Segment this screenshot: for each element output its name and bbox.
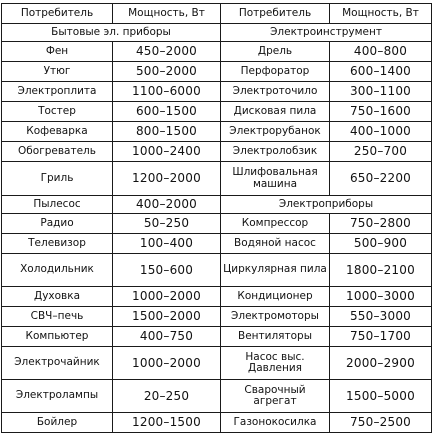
section-household: Бытовые эл. приборы	[2, 24, 221, 42]
consumer-name: Электролобзик	[221, 142, 330, 162]
power-range: 50–250	[113, 214, 221, 234]
consumer-name: Газонокосилка	[221, 413, 330, 433]
consumer-name: Электромоторы	[221, 307, 330, 327]
power-range: 600–1500	[113, 102, 221, 122]
consumer-name: Холодильник	[2, 254, 113, 287]
consumer-name: Вентиляторы	[221, 327, 330, 347]
consumer-name: Электролампы	[2, 380, 113, 413]
power-range: 550–3000	[330, 307, 432, 327]
power-range: 1500–5000	[330, 380, 432, 413]
consumer-name: СВЧ–печь	[2, 307, 113, 327]
table-row	[2, 380, 432, 413]
consumer-name: Утюг	[2, 62, 113, 82]
consumer-name: Электроплита	[2, 82, 113, 102]
section-row	[2, 24, 432, 42]
power-range: 1500–2000	[113, 307, 221, 327]
power-range: 250–700	[330, 142, 432, 162]
section-appliances: Электроприборы	[221, 196, 432, 214]
table-row	[2, 327, 432, 347]
table-row	[2, 122, 432, 142]
power-range: 1000–3000	[330, 287, 432, 307]
table-row	[2, 214, 432, 234]
section-power-tools: Электроинструмент	[221, 24, 432, 42]
consumer-name: Пылесос	[2, 196, 113, 214]
power-range: 1800–2100	[330, 254, 432, 287]
consumer-name: Телевизор	[2, 234, 113, 254]
table-row	[2, 234, 432, 254]
consumer-name: Кондиционер	[221, 287, 330, 307]
table-row	[2, 413, 432, 433]
power-range: 1200–1500	[113, 413, 221, 433]
power-consumption-table	[1, 3, 432, 433]
consumer-name: Бойлер	[2, 413, 113, 433]
power-range: 500–900	[330, 234, 432, 254]
header-row	[2, 4, 432, 24]
consumer-name: Кофеварка	[2, 122, 113, 142]
power-range: 150–600	[113, 254, 221, 287]
table-row	[2, 307, 432, 327]
table-row	[2, 347, 432, 380]
table-row	[2, 42, 432, 62]
consumer-name: Духовка	[2, 287, 113, 307]
power-range: 1200–2000	[113, 162, 221, 196]
consumer-name: Шлифовальная машина	[221, 162, 330, 196]
table-row	[2, 196, 432, 214]
table-row	[2, 287, 432, 307]
consumer-name: Компрессор	[221, 214, 330, 234]
consumer-name: Обогреватель	[2, 142, 113, 162]
power-range: 400–1000	[330, 122, 432, 142]
table-row	[2, 162, 432, 196]
power-range: 450–2000	[113, 42, 221, 62]
power-range: 20–250	[113, 380, 221, 413]
header-power-left: Мощность, Вт	[113, 4, 221, 24]
consumer-name: Перфоратор	[221, 62, 330, 82]
consumer-name: Циркулярная пила	[221, 254, 330, 287]
header-consumer-left: Потребитель	[2, 4, 113, 24]
consumer-name: Радио	[2, 214, 113, 234]
consumer-name: Гриль	[2, 162, 113, 196]
consumer-name: Сварочный агрегат	[221, 380, 330, 413]
power-range: 1000–2000	[113, 347, 221, 380]
consumer-name: Насос выс. Давления	[221, 347, 330, 380]
header-power-right: Мощность, Вт	[330, 4, 432, 24]
consumer-name: Дрель	[221, 42, 330, 62]
consumer-name: Электроточило	[221, 82, 330, 102]
consumer-name: Электрорубанок	[221, 122, 330, 142]
consumer-name: Тостер	[2, 102, 113, 122]
table-row	[2, 62, 432, 82]
power-range: 800–1500	[113, 122, 221, 142]
power-range: 400–800	[330, 42, 432, 62]
power-range: 1000–2400	[113, 142, 221, 162]
power-range: 750–2800	[330, 214, 432, 234]
table-row	[2, 254, 432, 287]
consumer-name: Фен	[2, 42, 113, 62]
power-range: 750–2500	[330, 413, 432, 433]
power-range: 1100–6000	[113, 82, 221, 102]
consumer-name: Водяной насос	[221, 234, 330, 254]
power-range: 300–1100	[330, 82, 432, 102]
power-range: 100–400	[113, 234, 221, 254]
table-row	[2, 82, 432, 102]
consumer-name: Дисковая пила	[221, 102, 330, 122]
power-range: 500–2000	[113, 62, 221, 82]
table-row	[2, 142, 432, 162]
consumer-name: Электрочайник	[2, 347, 113, 380]
power-range: 2000–2900	[330, 347, 432, 380]
power-range: 750–1700	[330, 327, 432, 347]
power-range: 1000–2000	[113, 287, 221, 307]
power-range: 750–1600	[330, 102, 432, 122]
consumer-name: Компьютер	[2, 327, 113, 347]
header-consumer-right: Потребитель	[221, 4, 330, 24]
table-row	[2, 102, 432, 122]
power-range: 400–2000	[113, 196, 221, 214]
power-range: 650–2200	[330, 162, 432, 196]
power-range: 400–750	[113, 327, 221, 347]
power-range: 600–1400	[330, 62, 432, 82]
